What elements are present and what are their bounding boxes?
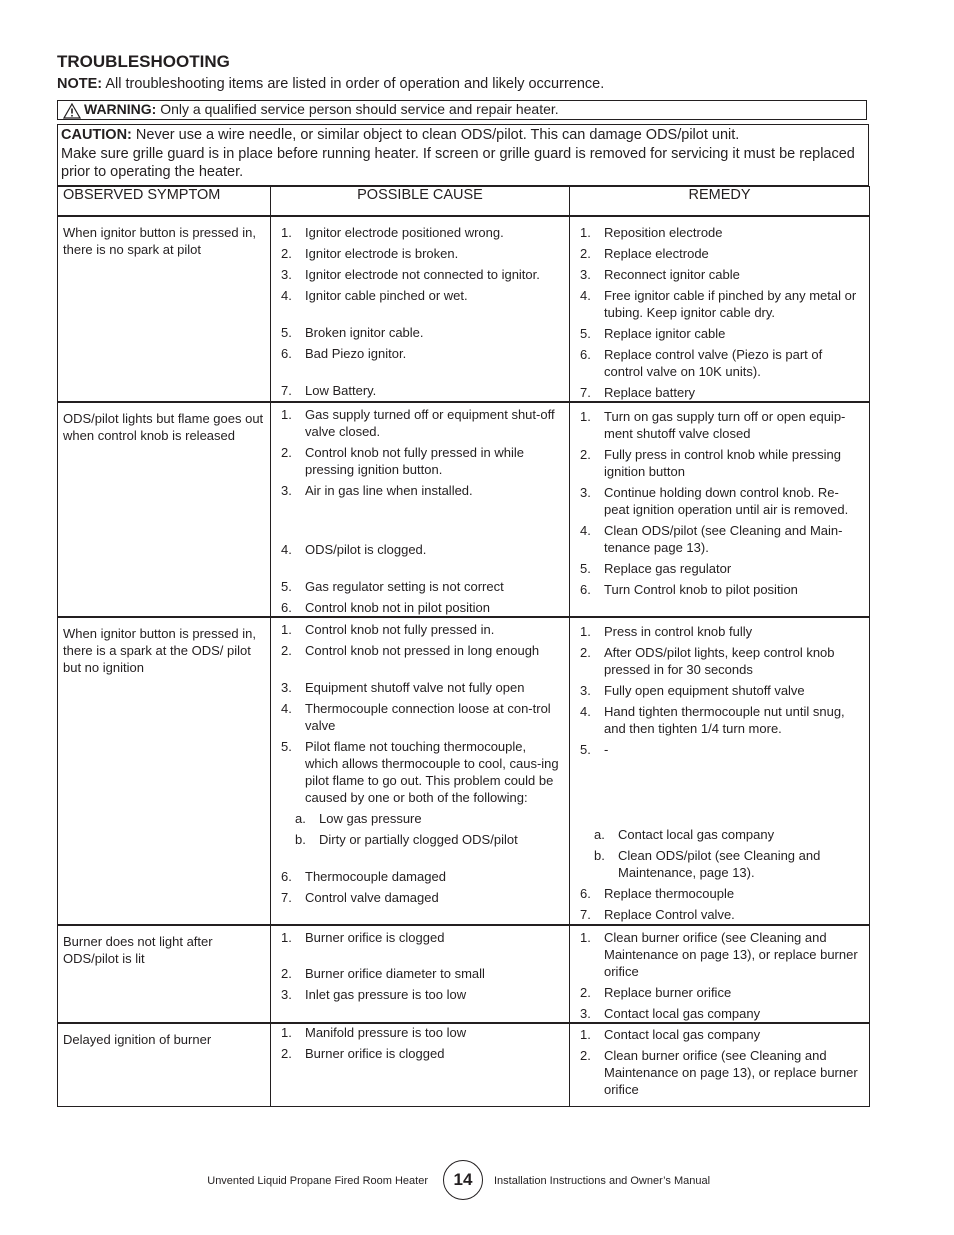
remedy-item-number: a.: [594, 827, 605, 842]
cause-item-text: Burner orifice is clogged: [305, 930, 445, 945]
cause-item: [281, 642, 561, 659]
remedy-item-text: Clean burner orifice (see Cleaning and Maintenance on page 13), or replace burner orifice: [604, 930, 858, 979]
cause-item-number: 6.: [281, 600, 292, 615]
footer-left-text: Unvented Liquid Propane Fired Room Heater: [207, 1175, 428, 1187]
remedy-item-text: Fully press in control knob while pressing ignition button: [604, 447, 841, 479]
cause-item-number: 1.: [281, 930, 292, 945]
remedy-item: [580, 560, 861, 577]
cause-cell: [271, 1023, 570, 1106]
cause-item: [281, 266, 561, 283]
remedy-item-text: Contact local gas company: [618, 827, 775, 842]
cause-item-number: 4.: [281, 542, 292, 557]
cause-item: [281, 382, 561, 399]
note-label: NOTE:: [57, 76, 103, 92]
cause-item-text: Thermocouple connection loose at con-trol valve: [305, 701, 551, 733]
symptom-cell: When ignitor button is pressed in, there is no spark at pilot: [58, 216, 271, 402]
cause-item-text: Control knob not pressed in long enough: [305, 643, 540, 658]
remedy-cell: [570, 617, 870, 925]
remedy-item: [580, 245, 861, 262]
remedy-item: [580, 741, 861, 758]
remedy-item-text: Replace control valve (Piezo is part of control valve on 10K units).: [604, 347, 823, 379]
remedy-item-text: Reposition electrode: [604, 225, 723, 240]
warning-label: WARNING:: [84, 101, 157, 117]
cause-item-number: 1.: [281, 1025, 292, 1040]
cause-item-text: Ignitor electrode is broken.: [305, 246, 459, 261]
cause-item: [281, 324, 561, 341]
cause-item: [281, 1024, 561, 1041]
cause-item-number: 3.: [281, 680, 292, 695]
remedy-item-number: 6.: [580, 886, 591, 901]
cause-item-text: Gas supply turned off or equipment shut-off valve closed.: [305, 407, 555, 439]
page-footer: [0, 1160, 954, 1204]
remedy-item-text: Contact local gas company: [604, 1006, 761, 1021]
remedy-item-number: 6.: [580, 347, 591, 362]
remedy-item-number: 1.: [580, 225, 591, 240]
remedy-item-text: Contact local gas company: [604, 1027, 761, 1042]
remedy-item-text: Clean ODS/pilot (see Cleaning and Maintenance, page 13).: [618, 848, 821, 880]
remedy-item: [580, 581, 861, 598]
cause-item-text: Thermocouple damaged: [305, 869, 446, 884]
remedy-item-number: 4.: [580, 704, 591, 719]
warning-text-line: [84, 101, 559, 117]
table-row: [58, 216, 870, 402]
cause-item-number: 2.: [281, 1046, 292, 1061]
header-possible-cause: POSSIBLE CAUSE: [271, 187, 570, 217]
footer-right-text: Installation Instructions and Owner’s Manual: [494, 1175, 711, 1187]
symptom-cell: Delayed ignition of burner: [58, 1023, 271, 1106]
table-body: [58, 216, 870, 1106]
remedy-item-number: b.: [594, 848, 605, 863]
remedy-item-number: 4.: [580, 523, 591, 538]
remedy-item: [580, 682, 861, 699]
cause-item: [281, 287, 561, 304]
remedy-item-text: Replace battery: [604, 385, 696, 400]
cause-item: [281, 444, 561, 478]
remedy-cell: [570, 1023, 870, 1106]
remedy-cell: [570, 402, 870, 617]
cause-item-number: 6.: [281, 869, 292, 884]
cause-item-number: 3.: [281, 483, 292, 498]
remedy-item-text: Continue holding down control knob. Re-peat ignition operation until air is removed.: [604, 485, 849, 517]
cause-item-text: Dirty or partially clogged ODS/pilot: [319, 832, 518, 847]
cause-cell: [271, 216, 570, 402]
remedy-item-text: Clean burner orifice (see Cleaning and Maintenance on page 13), or replace burner orifice: [604, 1048, 858, 1097]
remedy-item: [580, 644, 861, 678]
cause-item: [281, 406, 561, 440]
table-row: [58, 402, 870, 617]
remedy-item-number: 2.: [580, 1048, 591, 1063]
cause-item-text: Control valve damaged: [305, 890, 439, 905]
symptom-cell: Burner does not light after ODS/pilot is lit: [58, 925, 271, 1023]
remedy-item-text: Replace Control valve.: [604, 907, 735, 922]
remedy-item: [580, 325, 861, 342]
note-text: All troubleshooting items are listed in order of operation and likely occurrence.: [102, 76, 605, 92]
cause-item-text: Gas regulator setting is not correct: [305, 579, 504, 594]
remedy-item-number: 2.: [580, 645, 591, 660]
cause-item: [281, 621, 561, 638]
remedy-item-number: 2.: [580, 246, 591, 261]
remedy-item-number: 4.: [580, 288, 591, 303]
caution-text-1: Never use a wire needle, or similar object to clean ODS/pilot. This can damage ODS/pilot unit.: [131, 127, 740, 143]
remedy-item-text: Press in control knob fully: [604, 624, 753, 639]
cause-item: [281, 578, 561, 595]
cause-item: [281, 679, 561, 696]
cause-item-text: Burner orifice diameter to small: [305, 966, 485, 981]
table-row: [58, 617, 870, 925]
remedy-item-text: Turn on gas supply turn off or open equip-ment shutoff valve closed: [604, 409, 846, 441]
remedy-item: [580, 984, 861, 1001]
remedy-item-text: Fully open equipment shutoff valve: [604, 683, 805, 698]
cause-item-number: 2.: [281, 445, 292, 460]
remedy-item: [580, 703, 861, 737]
cause-item: [281, 245, 561, 262]
warning-triangle-icon: [63, 103, 81, 119]
cause-item-text: Equipment shutoff valve not fully open: [305, 680, 525, 695]
cause-item-text: Air in gas line when installed.: [305, 483, 473, 498]
cause-item-number: 5.: [281, 739, 292, 754]
cause-item: [281, 1045, 561, 1062]
remedy-item-number: 5.: [580, 742, 591, 757]
remedy-cell: [570, 216, 870, 402]
cause-item-number: 2.: [281, 966, 292, 981]
remedy-item-text: Replace gas regulator: [604, 561, 732, 576]
remedy-item: [580, 623, 861, 640]
cause-item-text: Bad Piezo ignitor.: [305, 346, 407, 361]
cause-item: [281, 599, 561, 616]
remedy-item-number: 7.: [580, 385, 591, 400]
remedy-item-number: 5.: [580, 561, 591, 576]
warning-box: [57, 100, 867, 120]
cause-item: [281, 541, 561, 558]
cause-cell: [271, 402, 570, 617]
caution-label: CAUTION:: [61, 127, 132, 143]
remedy-item-number: 3.: [580, 267, 591, 282]
table-row: [58, 925, 870, 1023]
remedy-item: [580, 885, 861, 902]
cause-item-text: Broken ignitor cable.: [305, 325, 424, 340]
remedy-item-number: 3.: [580, 485, 591, 500]
warning-text: Only a qualified service person should service and repair heater.: [156, 101, 559, 117]
remedy-item-number: 1.: [580, 1027, 591, 1042]
remedy-item-number: 1.: [580, 624, 591, 639]
cause-item: [281, 345, 561, 362]
cause-item: [281, 868, 561, 885]
remedy-item: [580, 847, 861, 881]
remedy-item-number: 2.: [580, 985, 591, 1000]
remedy-item-text: Reconnect ignitor cable: [604, 267, 740, 282]
cause-item-text: Ignitor electrode positioned wrong.: [305, 225, 504, 240]
symptom-cell: When ignitor button is pressed in, there is a spark at the ODS/ pilot but no ignition: [58, 617, 271, 925]
cause-item-text: Control knob not fully pressed in while pressing ignition button.: [305, 445, 524, 477]
cause-item-number: 5.: [281, 325, 292, 340]
cause-item-text: Control knob not fully pressed in.: [305, 622, 495, 637]
cause-item: [281, 224, 561, 241]
cause-item-text: Ignitor cable pinched or wet.: [305, 288, 468, 303]
remedy-item-number: 5.: [580, 326, 591, 341]
troubleshooting-table: [57, 186, 870, 1107]
remedy-item: [580, 384, 861, 401]
cause-item-number: 1.: [281, 622, 292, 637]
cause-item: [281, 738, 561, 806]
cause-item-text: Burner orifice is clogged: [305, 1046, 445, 1061]
cause-item-text: Pilot flame not touching thermocouple, which allows thermocouple to cool, caus-ing pilot flame to go out. This problem could be caused by one or both of the following:: [305, 739, 559, 805]
remedy-item-number: 3.: [580, 1006, 591, 1021]
remedy-item-text: Replace ignitor cable: [604, 326, 726, 341]
remedy-item: [580, 929, 861, 980]
cause-item-number: 7.: [281, 383, 292, 398]
remedy-item-number: 2.: [580, 447, 591, 462]
remedy-item-text: After ODS/pilot lights, keep control knob pressed in for 30 seconds: [604, 645, 835, 677]
remedy-item-number: 7.: [580, 907, 591, 922]
cause-item-text: Low gas pressure: [319, 811, 422, 826]
remedy-item-text: Free ignitor cable if pinched by any metal or tubing. Keep ignitor cable dry.: [604, 288, 857, 320]
cause-item-number: 5.: [281, 579, 292, 594]
cause-item: [281, 700, 561, 734]
cause-item: [281, 986, 561, 1003]
cause-item-number: 3.: [281, 987, 292, 1002]
page-number: 14: [443, 1160, 483, 1200]
remedy-item: [580, 224, 861, 241]
remedy-item: [580, 446, 861, 480]
remedy-item: [580, 408, 861, 442]
remedy-item: [580, 906, 861, 923]
cause-item: [281, 810, 561, 827]
cause-item-text: Control knob not in pilot position: [305, 600, 491, 615]
cause-item-number: 2.: [281, 643, 292, 658]
cause-cell: [271, 925, 570, 1023]
table-row: [58, 1023, 870, 1106]
cause-item-number: 2.: [281, 246, 292, 261]
symptom-cell: ODS/pilot lights but flame goes out when control knob is released: [58, 402, 271, 617]
cause-item-number: 6.: [281, 346, 292, 361]
remedy-item: [580, 287, 861, 321]
remedy-item-text: Replace burner orifice: [604, 985, 732, 1000]
cause-item-text: Ignitor electrode not connected to ignitor.: [305, 267, 540, 282]
table-header-row: [58, 187, 870, 217]
cause-item: [281, 482, 561, 499]
cause-item-text: Manifold pressure is too low: [305, 1025, 467, 1040]
remedy-item-text: Replace thermocouple: [604, 886, 735, 901]
caution-line-1: [61, 126, 865, 145]
page-title: TROUBLESHOOTING: [57, 52, 230, 71]
remedy-item: [580, 1026, 861, 1043]
remedy-item: [580, 484, 861, 518]
caution-box: [57, 124, 869, 186]
remedy-item-number: 3.: [580, 683, 591, 698]
remedy-item-number: 1.: [580, 409, 591, 424]
remedy-item-number: 1.: [580, 930, 591, 945]
note-line: [57, 76, 604, 92]
cause-item: [281, 831, 561, 848]
cause-item-number: 4.: [281, 701, 292, 716]
remedy-cell: [570, 925, 870, 1023]
cause-item: [281, 889, 561, 906]
cause-item-number: b.: [295, 832, 306, 847]
remedy-item: [580, 826, 861, 843]
remedy-item: [580, 266, 861, 283]
cause-item-number: 3.: [281, 267, 292, 282]
header-remedy: REMEDY: [570, 187, 870, 217]
remedy-item: [580, 1005, 861, 1022]
cause-item: [281, 929, 561, 946]
caution-text-2: Make sure grille guard is in place before running heater. If screen or grille guard is removed for servicing it must be replaced prior to operating the heater.: [61, 145, 855, 180]
remedy-item-text: Hand tighten thermocouple nut until snug, and then tighten 1/4 turn more.: [604, 704, 845, 736]
cause-item-text: Inlet gas pressure is too low: [305, 987, 467, 1002]
remedy-item-text: Replace electrode: [604, 246, 709, 261]
remedy-item-text: Clean ODS/pilot (see Cleaning and Main-tenance page 13).: [604, 523, 843, 555]
cause-item: [281, 965, 561, 982]
cause-item-number: 1.: [281, 407, 292, 422]
cause-item-text: ODS/pilot is clogged.: [305, 542, 427, 557]
cause-cell: [271, 617, 570, 925]
cause-item-number: 7.: [281, 890, 292, 905]
cause-item-number: 4.: [281, 288, 292, 303]
cause-item-number: a.: [295, 811, 306, 826]
remedy-item-text: Turn Control knob to pilot position: [604, 582, 798, 597]
remedy-item: [580, 1047, 861, 1098]
remedy-item-number: 6.: [580, 582, 591, 597]
remedy-item: [580, 346, 861, 380]
remedy-item-text: -: [604, 742, 609, 757]
remedy-item: [580, 522, 861, 556]
cause-item-number: 1.: [281, 225, 292, 240]
header-observed-symptom: OBSERVED SYMPTOM: [58, 187, 271, 217]
cause-item-text: Low Battery.: [305, 383, 377, 398]
